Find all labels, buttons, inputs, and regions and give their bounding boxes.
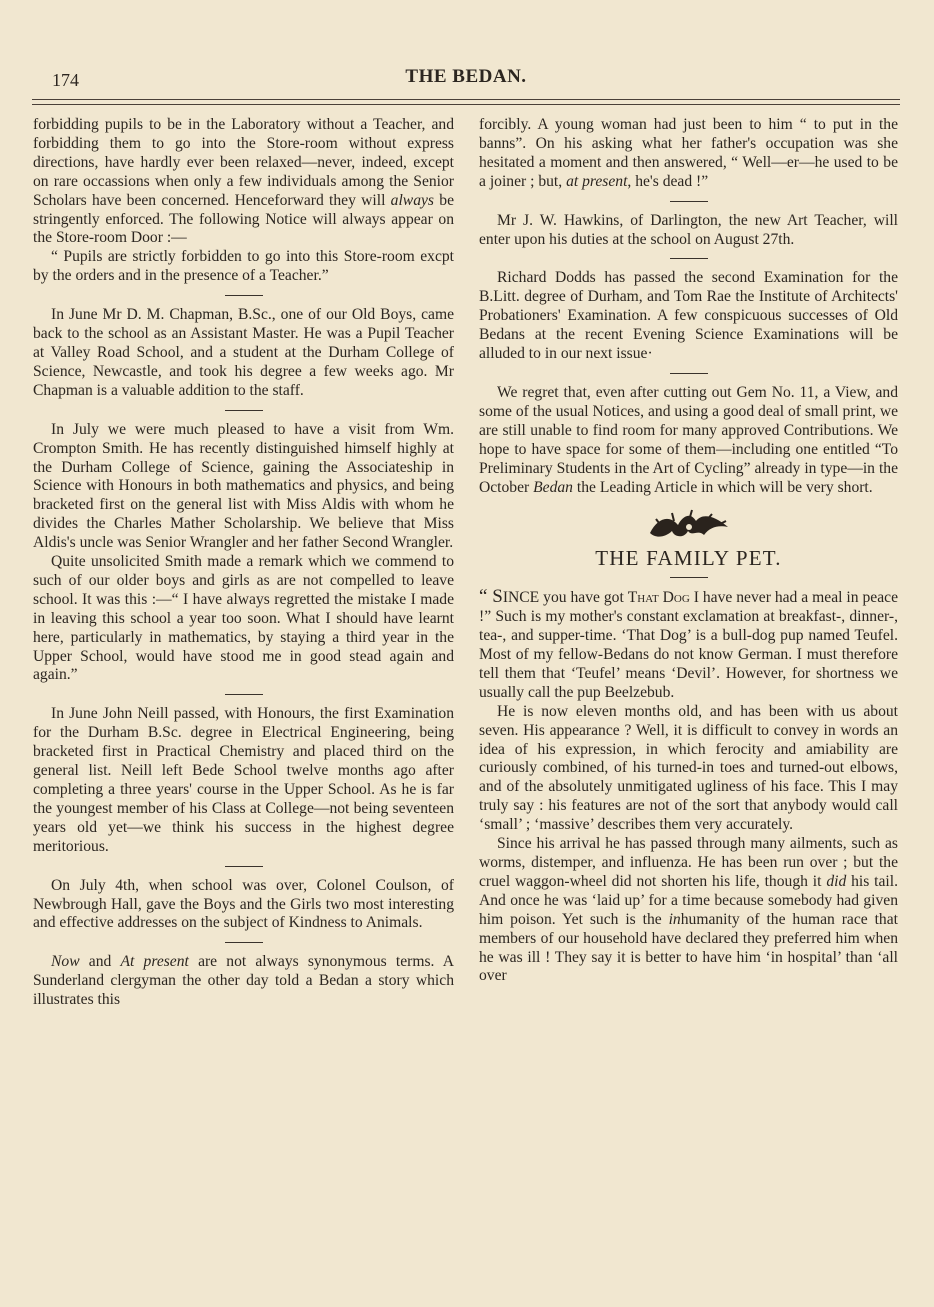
paragraph-family-pet-ailments: Since his arrival he has passed through many ailments, such as worms, distemper, and influenza. He has been run over ; but the cruel waggon-wheel did not shorten his life, though it did his tail. And once he was ‘laid up’ for a time because somebody had given him poison. Yet such is the inhumanity of the human race that members of our household have declared they preferred him when he was ill ! They say it is better to have him ‘in hospital’ than ‘all over [479, 835, 898, 985]
paragraph-coulson: On July 4th, when school was over, Colonel Coulson, of Newbrough Hall, gave the Boys and the Girls two most interesting and effective addresses on the subject of Kindness to Animals. [33, 876, 454, 932]
header-rule [32, 99, 900, 105]
section-divider [225, 410, 263, 411]
paragraph-chapman: In June Mr D. M. Chapman, B.Sc., one of our Old Boys, came back to the school as an Assistant Master. He was a Pupil Teacher at Valley Road School, and a student at the Durham College of Science, Newcastle, and took his degree a few weeks ago. Mr Chapman is a valuable addition to the staff. [33, 306, 454, 399]
page-number: 174 [52, 70, 79, 90]
left-column [33, 116, 454, 1010]
section-divider [670, 577, 708, 578]
page-header [32, 60, 900, 100]
section-divider [670, 258, 708, 259]
right-column [479, 116, 898, 986]
section-divider [225, 295, 263, 296]
paragraph-now-and-at-present: Now and At present are not always synonymous terms. A Sunderland clergyman the other day told a Bedan a story which illustrates this [33, 953, 455, 1009]
paragraph-banns-story: forcibly. A young woman had just been to him “ to put in the banns”. On his asking what her father's occupation was she hesitated a moment and then answered, “ Well—er—he used to be a joiner ; but, at present, he's dead !” [479, 116, 898, 190]
paragraph-dodds: Richard Dodds has passed the second Examination for the B.Litt. degree of Durham, and Tom Rae the Institute of Architects' Probationers' Examination. A few conspicuous successes of Old Bedans at the recent Evening Science Examinations will be alluded to in our next issue· [479, 269, 898, 363]
section-divider [670, 373, 708, 374]
running-title: THE BEDAN. [405, 66, 527, 87]
paragraph-notice: “ Pupils are strictly forbidden to go into this Store-room excpt by the orders and in the presence of a Teacher.” [33, 248, 454, 285]
article-title: THE FAMILY PET. [595, 546, 782, 571]
paragraph-smith-remark: Quite unsolicited Smith made a remark which we commend to such of our older boys and girls as are not compelled to leave school. It was this :—“ I have always regretted the mistake I made in leaving this school a year too soon. What I should have learnt here, particularly in mathematics, by staying a third year in the Upper School, would have stood me in good stead again and again.” [33, 553, 454, 684]
section-divider [225, 942, 263, 943]
paragraph-family-pet-appearance: He is now eleven months old, and has been with us about seven. His appearance ? Well, it is difficult to convey in words an idea of his expression, in which ferocity and amiability are curiously combined, of his turned-in toes and turned-out elbows, and of the absolutely unmitigated ugliness of his face. This I may truly say : his features are not of the sort that anybody would call ‘small’ ; ‘massive’ describes them very accurately. [479, 702, 898, 834]
paragraph-laboratory-rules: forbidding pupils to be in the Laboratory without a Teacher, and forbidding them to go into the Store-room without express directions, have hardly ever been relaxed—never, indeed, except on rare occassions when only a few individuals among the Senior Scholars have been concerned. Henceforward they will always be stringently enforced. The following Notice will always appear on the Store-room Door :— [33, 116, 454, 247]
paragraph-neill: In June John Neill passed, with Honours, the first Examination for the Durham B.Sc. degree in Electrical Engineering, being bracketed first in Practical Chemistry and placed third on the general list. Neill left Bede School twelve months ago after completing a three years' course in the Upper School. As he is far the youngest member of his Class at College—not being seventeen years old yet—we think his success in the highest degree meritorious. [33, 705, 454, 855]
paragraph-smith-visit: In July we were much pleased to have a visit from Wm. Crompton Smith. He has recently distinguished himself highly at the Durham College of Science, gaining the Associateship in Science with Honours in both mathematics and physics, and being bracketed first on the general list with Miss Aldis with whom he divides the Charles Mather Scholarship. We believe that Miss Aldis's uncle was Senior Wrangler and her father Second Wrangler. [33, 420, 454, 552]
section-divider [225, 866, 263, 867]
paragraph-family-pet-intro: “ SINCE you have got That Dog I have never had a meal in peace !” Such is my mother's constant exclamation at breakfast-, dinner-, tea-, and supper-time. ‘That Dog’ is a bull-dog pup named Teufel. Most of my fellow-Bedans do not know German. I must therefore tell them that ‘Teufel’ means ‘Devil’. However, for shortness we usually call the pup Beelzebub. [479, 586, 898, 701]
paragraph-regret-notice: We regret that, even after cutting out Gem No. 11, a View, and some of the usual Notices, and using a good deal of small print, we are still unable to find room for many approved Contributions. We hope to have space for some of them—including one entitled “To Preliminary Students in the Art of Cycling” already in type—in the October Bedan the Leading Article in which will be very short. [479, 383, 898, 496]
section-divider [225, 694, 263, 695]
section-divider [670, 201, 708, 202]
ornament-flourish-icon [644, 507, 734, 543]
paragraph-hawkins: Mr J. W. Hawkins, of Darlington, the new Art Teacher, will enter upon his duties at the school on August 27th. [479, 211, 898, 248]
